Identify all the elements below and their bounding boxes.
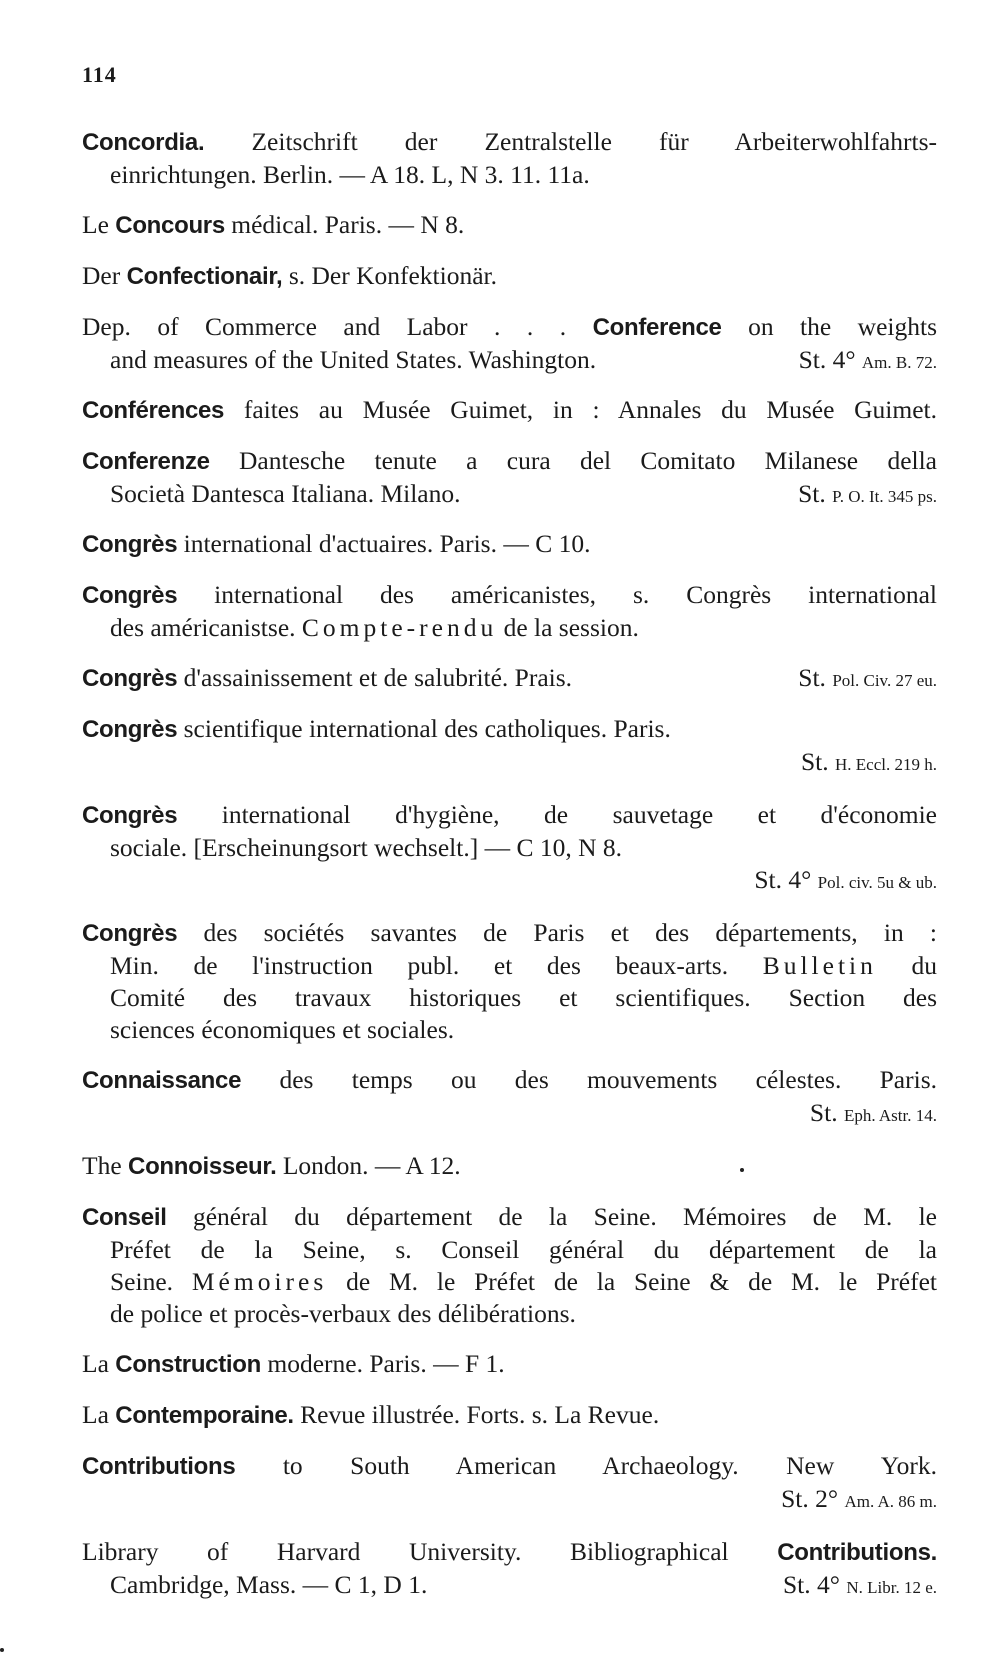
- entry-text: London. — A 12.: [276, 1151, 461, 1180]
- entry-text: de la session.: [497, 613, 639, 642]
- shelfmark-detail: Eph. Astr. 14.: [843, 1106, 937, 1125]
- entry-text: and measures of the United States. Washington.: [110, 345, 597, 374]
- entry-text: Revue illustrée. Forts. s. La Revue.: [293, 1400, 660, 1429]
- entry-text: de police et procès-verbaux des délibérations.: [110, 1299, 576, 1328]
- entry-prefix: Dep. of Commerce and Labor . . .: [82, 312, 593, 341]
- entry-conferenze: [82, 445, 937, 510]
- print-speck: [0, 1648, 4, 1652]
- shelfmark: St. 4°: [783, 1570, 840, 1599]
- entry-headword: Congrès: [82, 920, 178, 947]
- entry-headword: Contributions: [82, 1453, 236, 1480]
- entry-text: international d'hygiène, de sauvetage et d'économie: [177, 800, 937, 829]
- entry-text: des américanistse.: [110, 613, 296, 642]
- page-number: 114: [82, 62, 117, 87]
- entry-text: on the weights: [721, 312, 937, 341]
- entry-headword: Concours: [115, 212, 225, 239]
- entry-text: Zeitschrift der Zentralstelle für Arbeiterwohlfahrts-: [204, 127, 937, 156]
- book-page: [82, 62, 937, 1619]
- entry-conference: [82, 311, 937, 376]
- entry-text: Préfet de la Seine, s. Conseil général du département de la: [110, 1235, 937, 1264]
- entry-congres-catholiques: [82, 713, 937, 781]
- shelfmark: St. 4°: [798, 345, 856, 374]
- entry-headword: Concordia.: [82, 129, 205, 156]
- entry-text: sciences économiques et sociales.: [110, 1015, 455, 1044]
- entry-contributions: [82, 1450, 937, 1518]
- entry-congres-actuaires: [82, 528, 937, 561]
- shelfmark: St. 4°: [754, 865, 812, 894]
- entry-construction: [82, 1348, 937, 1381]
- entry-confectionair: [82, 260, 937, 293]
- shelfmark: St. 2°: [781, 1484, 839, 1513]
- shelfmark: St.: [798, 479, 826, 508]
- shelfmark: St.: [800, 747, 829, 776]
- shelfmark-detail: Am. B. 72.: [861, 353, 937, 372]
- entry-prefix: Le: [82, 210, 116, 239]
- entry-text: de M. le Préfet de la Seine & de M. le Préfet: [327, 1267, 938, 1296]
- entry-text: Comité des travaux historiques et scientifiques. Section des: [110, 983, 937, 1012]
- entry-harvard-contributions: [82, 1536, 937, 1601]
- shelfmark-detail: Am. A. 86 m.: [844, 1492, 937, 1511]
- entry-text: Seine.: [110, 1267, 174, 1296]
- entry-text: du: [876, 951, 938, 980]
- entry-prefix: La: [82, 1349, 116, 1378]
- spaced-title: Mémoires: [191, 1267, 328, 1296]
- entry-contemporaine: [82, 1399, 937, 1432]
- entry-headword: Congrès: [82, 665, 178, 692]
- entry-congres-assainissement: [82, 662, 937, 695]
- entry-headword: Contributions.: [777, 1539, 937, 1566]
- shelfmark: St.: [809, 1098, 838, 1127]
- spaced-title: Compte-rendu: [301, 613, 498, 642]
- entry-text: général du département de la Seine. Mémoires de M. le: [166, 1202, 937, 1231]
- print-speck: [740, 1168, 744, 1172]
- entry-text: sociale. [Erscheinungsort wechselt.] — C 10, N 8.: [110, 833, 623, 862]
- shelfmark: St.: [798, 663, 826, 692]
- entry-concordia: [82, 126, 937, 191]
- entry-text: Società Dantesca Italiana. Milano.: [110, 479, 461, 508]
- entry-text: moderne. Paris. — F 1.: [261, 1349, 505, 1378]
- entry-text: faites au Musée Guimet, in : Annales du Musée Guimet.: [224, 395, 937, 424]
- entry-headword: Conférences: [82, 397, 225, 424]
- entry-text: international d'actuaires. Paris. — C 10.: [177, 529, 591, 558]
- entry-text: d'assainissement et de salubrité. Prais.: [177, 663, 573, 692]
- entry-prefix: La: [82, 1400, 116, 1429]
- entry-text: einrichtungen. Berlin. — A 18. L, N 3. 11. 11a.: [110, 160, 590, 189]
- shelfmark-detail: Pol. Civ. 27 eu.: [832, 671, 937, 690]
- entry-prefix: Der: [82, 261, 127, 290]
- entry-headword: Congrès: [82, 802, 178, 829]
- shelfmark-detail: Pol. civ. 5u & ub.: [817, 873, 937, 892]
- shelfmark-detail: H. Eccl. 219 h.: [835, 755, 937, 774]
- entry-conseil: [82, 1201, 937, 1330]
- entry-headword: Congrès: [82, 531, 178, 558]
- entry-headword: Connoisseur.: [128, 1153, 277, 1180]
- entry-prefix: Library of Harvard University. Bibliographical: [82, 1537, 778, 1566]
- entry-text: Dantesche tenute a cura del Comitato Milanese della: [209, 446, 937, 475]
- entry-congres-americanistes: [82, 579, 937, 644]
- entry-text: Cambridge, Mass. — C 1, D 1.: [110, 1570, 428, 1599]
- entry-prefix: The: [82, 1151, 129, 1180]
- entry-text: des sociétés savantes de Paris et des départements, in :: [177, 918, 937, 947]
- entry-headword: Connaissance: [82, 1067, 242, 1094]
- entry-connaissance: [82, 1064, 937, 1132]
- entry-text: international des américanistes, s. Congrès international: [177, 580, 937, 609]
- entry-headword: Contemporaine.: [115, 1402, 294, 1429]
- entry-text: to South American Archaeology. New York.: [235, 1451, 937, 1480]
- entry-headword: Conseil: [82, 1204, 167, 1231]
- entry-connoisseur: [82, 1150, 937, 1183]
- shelfmark-detail: N. Libr. 12 e.: [846, 1578, 937, 1597]
- entry-headword: Congrès: [82, 582, 178, 609]
- entry-concours: [82, 209, 937, 242]
- entry-headword: Confectionair,: [126, 263, 283, 290]
- entry-headword: Conferenze: [82, 448, 210, 475]
- shelfmark-detail: P. O. It. 345 ps.: [832, 487, 937, 506]
- entry-congres-societes: [82, 917, 937, 1046]
- entry-text: s. Der Konfektionär.: [282, 261, 498, 290]
- entry-headword: Conference: [592, 314, 722, 341]
- entry-text: Min. de l'instruction publ. et des beaux-arts.: [110, 951, 729, 980]
- entry-conferences: [82, 394, 937, 427]
- entry-headword: Congrès: [82, 716, 178, 743]
- entry-text: des temps ou des mouvements célestes. Paris.: [241, 1065, 937, 1094]
- entry-congres-hygiene: [82, 799, 937, 899]
- entry-text: médical. Paris. — N 8.: [224, 210, 465, 239]
- spaced-title: Bulletin: [762, 951, 877, 980]
- entry-headword: Construction: [115, 1351, 262, 1378]
- entry-text: scientifique international des catholiques. Paris.: [177, 714, 671, 743]
